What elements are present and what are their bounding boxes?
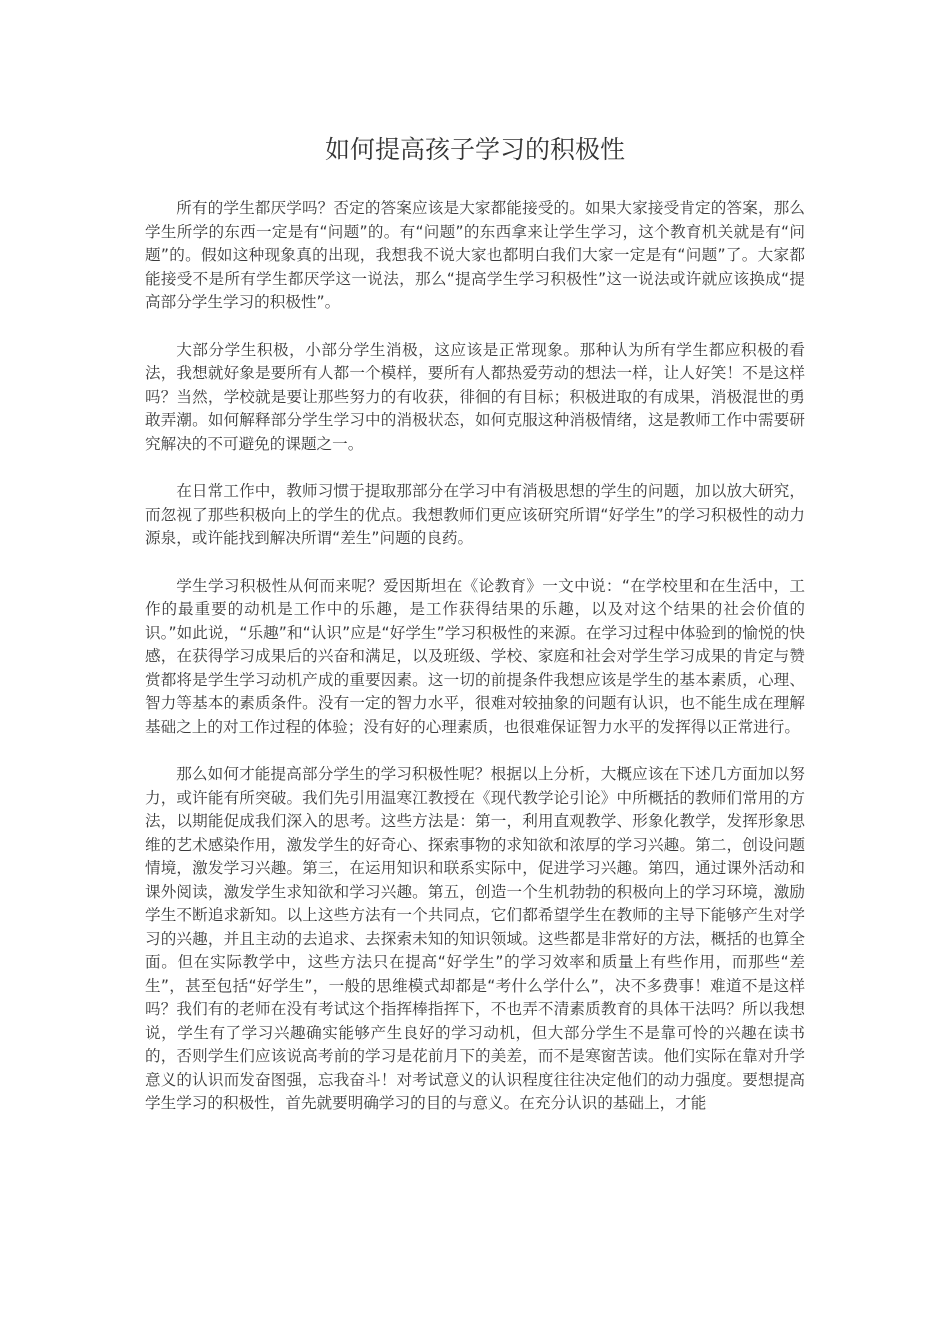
- paragraph-5: 那么如何才能提高部分学生的学习积极性呢？根据以上分析，大概应该在下述几方面加以努力，或许能有所突破。我们先引用温寒江教授在《现代教学论引论》中所概括的教师们常用的方法，以期能促成我们深入的思考。这些方法是：第一，利用直观教学、形象化教学，发挥形象思维的艺术感染作用，激发学生的好奇心、探索事物的求知欲和浓厚的学习兴趣。第二，创设问题情境，激发学习兴趣。第三，在运用知识和联系实际中，促进学习兴趣。第四，通过课外活动和课外阅读，激发学生求知欲和学习兴趣。第五，创造一个生机勃勃的积极向上的学习环境，激励学生不断追求新知。以上这些方法有一个共同点，它们都希望学生在教师的主导下能够产生对学习的兴趣，并且主动的去追求、去探索未知的知识领域。这些都是非常好的方法，概括的也算全面。但在实际教学中，这些方法只在提高“好学生”的学习效率和质量上有些作用，而那些“差生”，甚至包括“好学生”，一般的思维模式却都是“考什么学什么”，决不多费事！难道不是这样吗？我们有的老师在没有考试这个指挥棒指挥下，不也弄不清素质教育的具体干法吗？所以我想说，学生有了学习兴趣确实能够产生良好的学习动机，但大部分学生不是靠可怜的兴趣在读书的，否则学生们应该说高考前的学习是花前月下的美差，而不是寒窗苦读。他们实际在靠对升学意义的认识而发奋图强，忘我奋斗！对考试意义的认识程度往往决定他们的动力强度。要想提高学生学习的积极性，首先就要明确学习的目的与意义。在充分认识的基础上，才能: [145, 765, 805, 1112]
- paragraph-3: 在日常工作中，教师习惯于提取那部分在学习中有消极思想的学生的问题，加以放大研究，而忽视了那些积极向上的学生的优点。我想教师们更应该研究所谓“好学生”的学习积极性的动力源泉，或许能找到解决所谓“差生”问题的良药。: [145, 482, 805, 547]
- paragraph-4: 学生学习积极性从何而来呢？爱因斯坦在《论教育》一文中说：“在学校里和在生活中，工作的最重要的动机是工作中的乐趣，是工作获得结果的乐趣，以及对这个结果的社会价值的识。”如此说，“乐趣”和“认识”应是“好学生”学习积极性的来源。在学习过程中体验到的愉悦的快感，在获得学习成果后的兴奋和满足，以及班级、学校、家庭和社会对学生学习成果的肯定与赞赏都将是学生学习动机产成的重要因素。这一切的前提条件我想应该是学生的基本素质，心理、智力等基本的素质条件。没有一定的智力水平，很难对较抽象的问题有认识，也不能生成在理解基础之上的对工作过程的体验；没有好的心理素质，也很难保证智力水平的发挥得以正常进行。: [145, 576, 805, 736]
- document-title: 如何提高孩子学习的积极性: [324, 135, 625, 164]
- paragraph-2: 大部分学生积极，小部分学生消极，这应该是正常现象。那种认为所有学生都应积极的看法，我想就好象是要所有人都一个模样，要所有人都热爱劳动的想法一样，让人好笑！不是这样吗？当然，学校就是要让那些努力的有收获，徘徊的有目标；积极进取的有成果，消极混世的勇敢弄潮。如何解释部分学生学习中的消极状态，如何克服这种消极情绪，这是教师工作中需要研究解决的不可避免的课题之一。: [145, 340, 805, 453]
- paragraph-1: 所有的学生都厌学吗？否定的答案应该是大家都能接受的。如果大家接受肯定的答案，那么学生所学的东西一定是有“问题”的。有“问题”的东西拿来让学生学习，这个教育机关就是有“问题”的。假如这种现象真的出现，我想我不说大家也都明白我们大家一定是有“问题”了。大家都能接受不是所有学生都厌学这一说法，那么“提高学生学习积极性”这一说法或许就应该换成“提高部分学生学习的积极性”。: [145, 199, 805, 311]
- document-body: [145, 197, 805, 1140]
